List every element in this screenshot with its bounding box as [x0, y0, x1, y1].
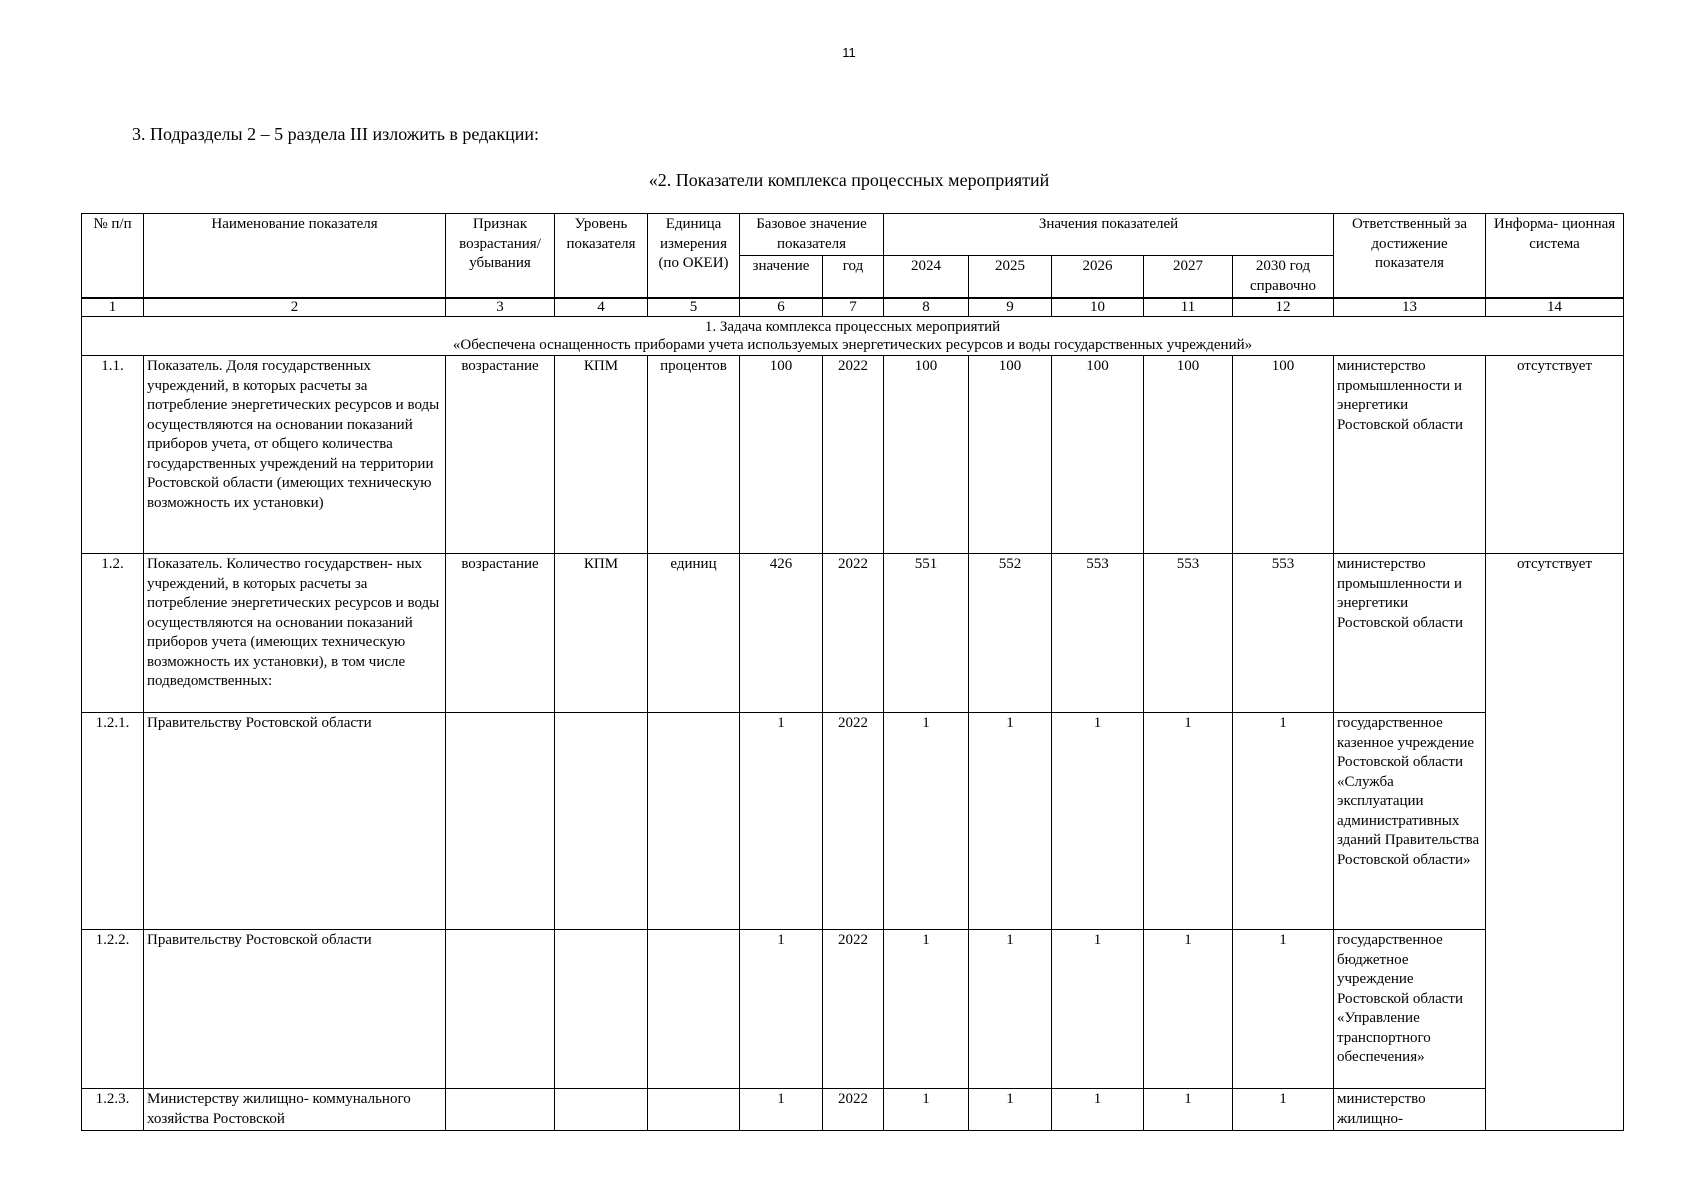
base-value: 1: [740, 1089, 823, 1131]
header-base: Базовое значение показателя: [740, 214, 884, 256]
value-2030: 1: [1233, 1089, 1334, 1131]
indicator-sign: возрастание: [446, 356, 555, 554]
indicator-unit: [648, 713, 740, 930]
responsible: министерство жилищно-: [1334, 1089, 1486, 1131]
value-2024: 551: [884, 554, 969, 713]
base-year: 2022: [823, 554, 884, 713]
task-goal: «Обеспечена оснащенность приборами учета используемых энергетических ресурсов и воды государственных учреждений»: [452, 337, 1253, 353]
indicator-sign: [446, 713, 555, 930]
instruction-text: 3. Подразделы 2 – 5 раздела III изложить в редакции:: [132, 124, 539, 144]
base-value: 1: [740, 713, 823, 930]
value-2030: 100: [1233, 356, 1334, 554]
header-base-value: значение: [740, 256, 823, 299]
row-number: 1.2.1.: [82, 713, 144, 930]
table-row: [82, 713, 1624, 930]
header-values: Значения показателей: [884, 214, 1334, 256]
value-2026: 1: [1052, 930, 1144, 1089]
row-number: 1.2.2.: [82, 930, 144, 1089]
indicator-unit: процентов: [648, 356, 740, 554]
value-2027: 553: [1144, 554, 1233, 713]
header-name: Наименование показателя: [144, 214, 446, 299]
column-number: 7: [823, 298, 884, 317]
task-heading: [82, 317, 1624, 356]
value-2024: 1: [884, 713, 969, 930]
info-system: отсутствует: [1486, 356, 1624, 554]
indicator-name: Показатель. Количество государствен- ных учреждений, в которых расчеты за потребление энергетических ресурсов и воды осуществляются на основании показаний приборов учета (имеющих техническую возможность их установки), в том числе подведомственных:: [144, 554, 446, 713]
header-sign: Признак возрастания/ убывания: [446, 214, 555, 299]
indicator-unit: единиц: [648, 554, 740, 713]
responsible: министерство промышленности и энергетики Ростовской области: [1334, 554, 1486, 713]
info-system: [1486, 930, 1624, 1089]
info-system: [1486, 1089, 1624, 1131]
table-title: «2. Показатели комплекса процессных мероприятий: [648, 170, 1050, 190]
column-number: 11: [1144, 298, 1233, 317]
indicator-level: [555, 713, 648, 930]
row-number: 1.2.3.: [82, 1089, 144, 1131]
value-2026: 1: [1052, 1089, 1144, 1131]
task-row: [82, 317, 1624, 356]
row-number: 1.1.: [82, 356, 144, 554]
column-number: 1: [82, 298, 144, 317]
header-2024: 2024: [884, 256, 969, 299]
indicator-level: КПМ: [555, 554, 648, 713]
indicator-level: КПМ: [555, 356, 648, 554]
header-row-1: [82, 214, 1624, 256]
value-2027: 100: [1144, 356, 1233, 554]
column-number: 3: [446, 298, 555, 317]
base-year: 2022: [823, 356, 884, 554]
value-2026: 1: [1052, 713, 1144, 930]
column-number: 4: [555, 298, 648, 317]
page-number: 11: [842, 45, 856, 60]
base-value: 100: [740, 356, 823, 554]
responsible: министерство промышленности и энергетики Ростовской области: [1334, 356, 1486, 554]
indicator-unit: [648, 930, 740, 1089]
value-2027: 1: [1144, 930, 1233, 1089]
indicator-level: [555, 1089, 648, 1131]
header-num: № п/п: [82, 214, 144, 299]
column-number: 8: [884, 298, 969, 317]
value-2030: 1: [1233, 930, 1334, 1089]
header-responsible: Ответственный за достижение показателя: [1334, 214, 1486, 299]
value-2025: 552: [969, 554, 1052, 713]
base-value: 426: [740, 554, 823, 713]
column-number: 14: [1486, 298, 1624, 317]
indicator-sign: возрастание: [446, 554, 555, 713]
task-title: 1. Задача комплекса процессных мероприятий: [704, 319, 1001, 335]
header-2026: 2026: [1052, 256, 1144, 299]
header-level: Уровень показателя: [555, 214, 648, 299]
responsible: государственное бюджетное учреждение Ростовской области «Управление транспортного обеспечения»: [1334, 930, 1486, 1089]
base-year: 2022: [823, 713, 884, 930]
header-2025: 2025: [969, 256, 1052, 299]
value-2030: 1: [1233, 713, 1334, 930]
value-2026: 100: [1052, 356, 1144, 554]
column-number: 12: [1233, 298, 1334, 317]
value-2025: 1: [969, 1089, 1052, 1131]
value-2027: 1: [1144, 1089, 1233, 1131]
column-number: 2: [144, 298, 446, 317]
value-2027: 1: [1144, 713, 1233, 930]
info-system: [1486, 713, 1624, 930]
info-system: отсутствует: [1486, 554, 1624, 713]
indicators-table: [81, 213, 1624, 1131]
table-row: [82, 356, 1624, 554]
column-number: 13: [1334, 298, 1486, 317]
value-2025: 1: [969, 713, 1052, 930]
value-2025: 1: [969, 930, 1052, 1089]
value-2026: 553: [1052, 554, 1144, 713]
indicator-sign: [446, 1089, 555, 1131]
header-info-system: Информа- ционная система: [1486, 214, 1624, 299]
indicator-name: Показатель. Доля государственных учреждений, в которых расчеты за потребление энергетических ресурсов и воды осуществляются на основании показаний приборов учета, от общего количества государственных учреждений на территории Ростовской области (имеющих техническую возможность их установки): [144, 356, 446, 554]
column-number: 5: [648, 298, 740, 317]
row-number: 1.2.: [82, 554, 144, 713]
column-number: 10: [1052, 298, 1144, 317]
responsible: государственное казенное учреждение Ростовской области «Служба эксплуатации административных зданий Правительства Ростовской области»: [1334, 713, 1486, 930]
value-2025: 100: [969, 356, 1052, 554]
base-year: 2022: [823, 1089, 884, 1131]
header-2027: 2027: [1144, 256, 1233, 299]
value-2024: 1: [884, 1089, 969, 1131]
indicator-level: [555, 930, 648, 1089]
column-number: 6: [740, 298, 823, 317]
table-row: [82, 930, 1624, 1089]
indicator-unit: [648, 1089, 740, 1131]
header-unit: Единица измерения (по ОКЕИ): [648, 214, 740, 299]
base-year: 2022: [823, 930, 884, 1089]
table-row: [82, 1089, 1624, 1131]
indicator-sign: [446, 930, 555, 1089]
indicator-name: Правительству Ростовской области: [144, 930, 446, 1089]
indicator-name: Министерству жилищно- коммунального хозяйства Ростовской: [144, 1089, 446, 1131]
value-2030: 553: [1233, 554, 1334, 713]
header-base-year: год: [823, 256, 884, 299]
value-2024: 100: [884, 356, 969, 554]
table-row: [82, 554, 1624, 713]
column-number: 9: [969, 298, 1052, 317]
value-2024: 1: [884, 930, 969, 1089]
base-value: 1: [740, 930, 823, 1089]
column-numbers-row: [82, 298, 1624, 317]
header-2030: 2030 год справочно: [1233, 256, 1334, 299]
indicator-name: Правительству Ростовской области: [144, 713, 446, 930]
